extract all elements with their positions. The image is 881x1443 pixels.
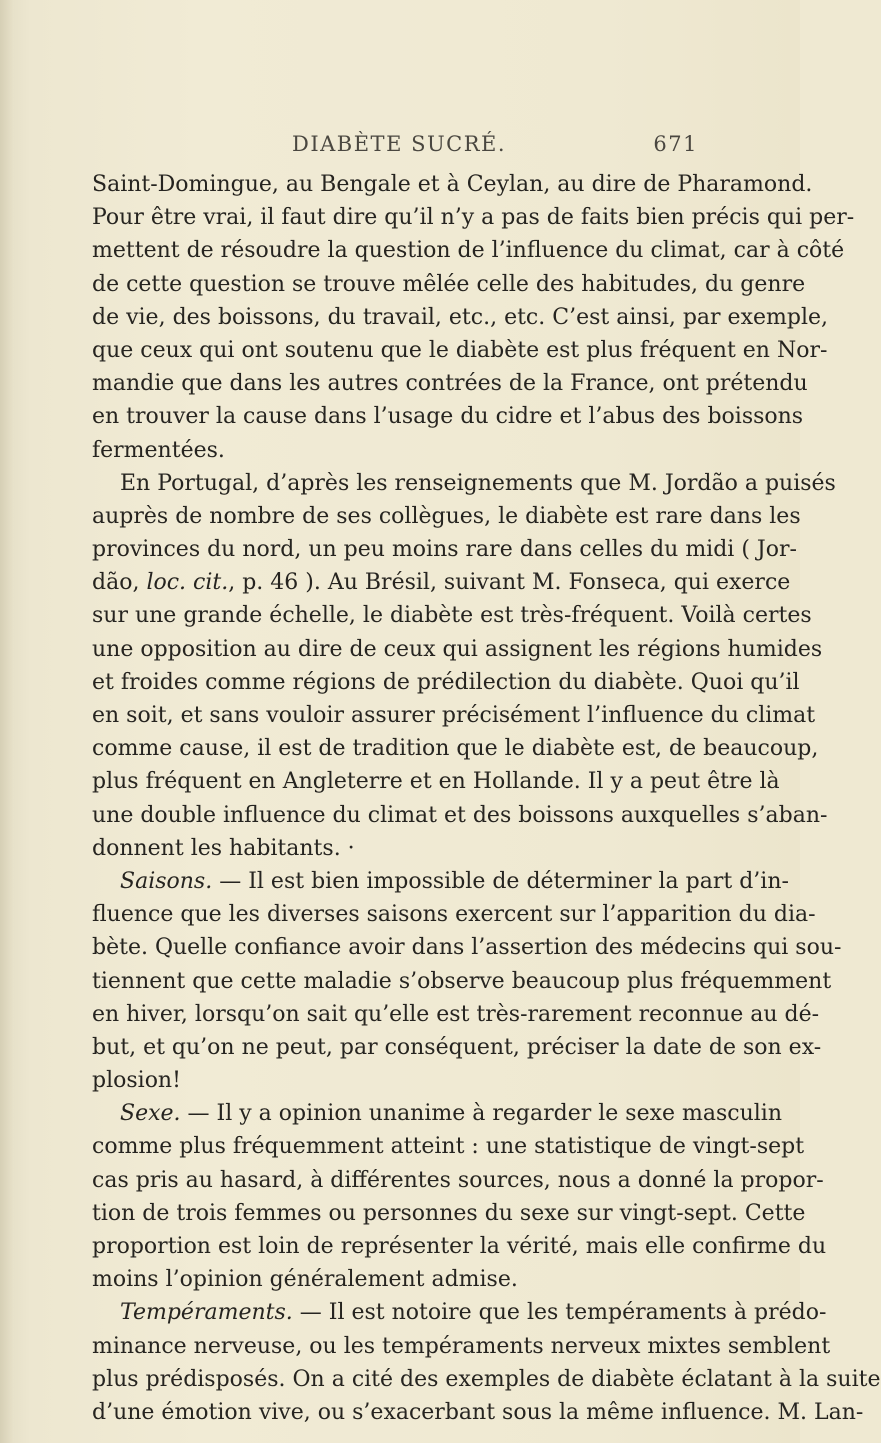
text-segment: , p. 46 ). Au Brésil, suivant M. Fonseca, qui exerce (228, 570, 791, 596)
text-line (92, 1031, 822, 1064)
text-segment: d’une émotion vive, ou s’exacerbant sous la même influence. M. Lan- (92, 1399, 864, 1425)
text-segment: — Il est notoire que les tempéraments à prédo- (292, 1300, 827, 1326)
text-line (92, 234, 845, 267)
page-number: 671 (653, 132, 698, 156)
text-line (92, 1230, 827, 1263)
text-segment: tiennent que cette maladie s’observe beaucoup plus fréquemment (92, 968, 832, 994)
italic-heading: Tempéraments. (120, 1300, 293, 1326)
text-line (92, 1130, 805, 1163)
text-segment: Saint-Domingue, au Bengale et à Ceylan, au dire de Pharamond. (92, 172, 813, 197)
text-line (92, 765, 780, 798)
text-segment: Pour être vrai, il faut dire qu’il n’y a pas de faits bien précis qui per- (92, 205, 855, 231)
text-segment: de vie, des boissons, du travail, etc., etc. C’est ainsi, par exemple, (92, 304, 828, 330)
italic-heading: loc. cit. (146, 570, 229, 596)
text-segment: en trouver la cause dans l’usage du cidre et l’abus des boissons (92, 404, 804, 430)
text-line (92, 865, 789, 898)
text-segment: bète. Quelle confiance avoir dans l’assertion des médecins qui sou- (92, 935, 842, 961)
text-segment: plus fréquent en Angleterre et en Hollande. Il y a peut être là (92, 769, 780, 795)
text-line (92, 566, 791, 599)
text-line (92, 1064, 700, 1097)
text-segment: plus prédisposés. On a cité des exemples de diabète éclatant à la suite (92, 1366, 881, 1392)
text-line (92, 434, 700, 467)
text-line (92, 666, 800, 699)
text-line (92, 699, 816, 732)
text-line (92, 1396, 864, 1429)
text-line (92, 1330, 831, 1363)
text-line (92, 599, 812, 632)
text-segment: dão, (92, 570, 147, 596)
text-line (92, 1296, 827, 1329)
text-segment: — Il est bien impossible de déterminer la part d’in- (212, 868, 789, 894)
body-text (92, 168, 881, 1429)
text-segment: En Portugal, d’après les renseignements que M. Jordão a puisés (120, 470, 836, 496)
text-segment: une opposition au dire de ceux qui assignent les régions humides (92, 636, 823, 662)
text-segment: fermentées. (92, 437, 225, 463)
text-segment: comme cause, il est de tradition que le diabète est, de beaucoup, (92, 736, 819, 762)
text-line (92, 832, 700, 865)
text-line (92, 1263, 700, 1296)
text-segment: en hiver, lorsqu’on sait qu’elle est très-rarement reconnue au dé- (92, 1001, 820, 1027)
text-line (92, 400, 804, 433)
text-line (92, 1197, 806, 1230)
text-segment: une double influence du climat et des boissons auxquelles s’aban- (92, 802, 828, 828)
running-title: DIABÈTE SUCRÉ. (292, 132, 507, 156)
text-line (92, 931, 842, 964)
text-line (92, 898, 816, 931)
text-segment: que ceux qui ont soutenu que le diabète est plus fréquent en Nor- (92, 337, 828, 363)
text-line (92, 732, 819, 765)
text-segment: fluence que les diverses saisons exercent sur l’apparition du dia- (92, 902, 816, 928)
text-line (92, 367, 808, 400)
text-line (92, 998, 820, 1031)
text-segment: provinces du nord, un peu moins rare dans celles du midi ( Jor- (92, 537, 797, 563)
text-segment: moins l’opinion généralement admise. (92, 1267, 518, 1293)
text-line (92, 500, 801, 533)
text-line (92, 201, 855, 234)
text-segment: et froides comme régions de prédilection du diabète. Quoi qu’il (92, 669, 800, 695)
text-segment: cas pris au hasard, à différentes sources, nous a donné la propor- (92, 1167, 824, 1193)
text-line (92, 467, 836, 500)
text-line (92, 334, 828, 367)
running-header (250, 130, 698, 162)
text-line (92, 533, 797, 566)
text-segment: mandie que dans les autres contrées de la France, ont prétendu (92, 371, 808, 397)
text-segment: en soit, et sans vouloir assurer précisément l’influence du climat (92, 703, 816, 728)
text-line (92, 799, 828, 832)
page-binding-edge (0, 0, 14, 1443)
text-segment: de cette question se trouve mêlée celle des habitudes, du genre (92, 271, 806, 297)
text-segment: sur une grande échelle, le diabète est très-fréquent. Voilà certes (92, 603, 812, 629)
text-line (92, 268, 806, 301)
text-segment: — Il y a opinion unanime à regarder le sexe masculin (180, 1101, 783, 1127)
text-segment: donnent les habitants. · (92, 835, 355, 861)
italic-heading: Sexe. (120, 1101, 181, 1127)
italic-heading: Saisons. (120, 868, 213, 894)
text-line (92, 965, 832, 998)
text-line (92, 1363, 881, 1396)
text-segment: auprès de nombre de ses collègues, le diabète est rare dans les (92, 503, 801, 529)
text-segment: minance nerveuse, ou les tempéraments nerveux mixtes semblent (92, 1333, 831, 1359)
text-segment: tion de trois femmes ou personnes du sexe sur vingt-sept. Cette (92, 1200, 806, 1226)
text-segment: proportion est loin de représenter la vérité, mais elle confirme du (92, 1234, 827, 1259)
text-line (92, 168, 813, 201)
text-line (92, 301, 828, 334)
text-line (92, 633, 823, 666)
text-segment: plosion! (92, 1068, 181, 1094)
text-segment: but, et qu’on ne peut, par conséquent, préciser la date de son ex- (92, 1034, 822, 1060)
text-line (92, 1097, 783, 1130)
text-line (92, 1164, 824, 1197)
text-segment: comme plus fréquemment atteint : une statistique de vingt-sept (92, 1134, 805, 1160)
text-segment: mettent de résoudre la question de l’influence du climat, car à côté (92, 238, 845, 264)
